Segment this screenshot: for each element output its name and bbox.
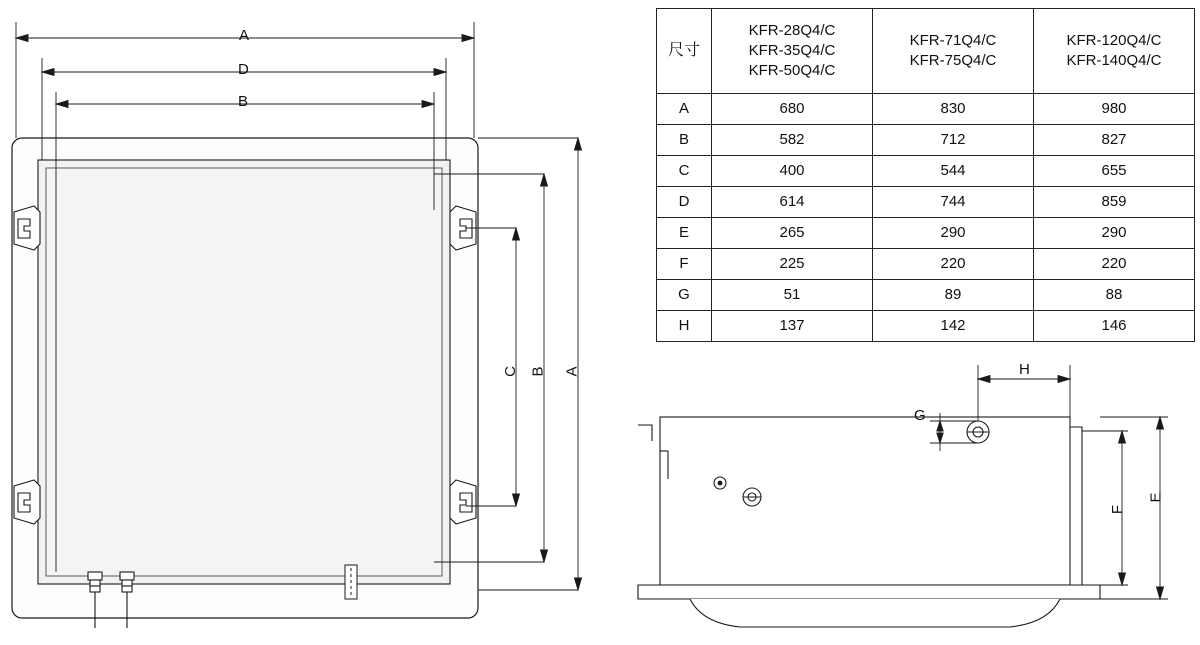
- row-value: 265: [712, 218, 873, 249]
- label-c-right: C: [501, 366, 519, 377]
- unit-inner-grille-inset: [46, 168, 442, 576]
- row-label: G: [657, 280, 712, 311]
- table-model-group-1: [873, 9, 1034, 94]
- mounting-bracket-bottom-right: [450, 480, 476, 524]
- model-line: KFR-120Q4/C: [1066, 31, 1162, 49]
- label-a-top: A: [239, 27, 250, 44]
- model-line: KFR-35Q4/C: [748, 41, 836, 59]
- row-value: 582: [712, 125, 873, 156]
- row-label: H: [657, 311, 712, 342]
- model-line: KFR-71Q4/C: [909, 31, 997, 49]
- row-value: 290: [873, 218, 1034, 249]
- row-value: 830: [873, 94, 1034, 125]
- label-g: G: [914, 407, 926, 424]
- table-corner-label: 尺寸: [657, 9, 712, 94]
- bottom-center-tab: [345, 565, 357, 599]
- row-value: 614: [712, 187, 873, 218]
- table-row: [657, 187, 1195, 218]
- row-value: 655: [1034, 156, 1195, 187]
- row-label: C: [657, 156, 712, 187]
- row-label: D: [657, 187, 712, 218]
- label-h: H: [1019, 361, 1030, 378]
- side-view-drawing: [630, 355, 1190, 645]
- side-body: [660, 417, 1070, 585]
- row-label: A: [657, 94, 712, 125]
- side-bottom-flange: [638, 585, 1100, 599]
- label-b-right: B: [529, 366, 547, 377]
- table-row: [657, 94, 1195, 125]
- label-f: F: [1109, 504, 1127, 515]
- table-row: [657, 156, 1195, 187]
- row-value: 225: [712, 249, 873, 280]
- label-d-top: D: [238, 61, 249, 78]
- row-value: 89: [873, 280, 1034, 311]
- row-value: 712: [873, 125, 1034, 156]
- row-value: 827: [1034, 125, 1195, 156]
- table-row: [657, 280, 1195, 311]
- right-flange-detail: [1070, 427, 1082, 585]
- row-value: 859: [1034, 187, 1195, 218]
- label-b-top: B: [238, 93, 249, 110]
- row-label: B: [657, 125, 712, 156]
- table-row: [657, 125, 1195, 156]
- table-row: [657, 249, 1195, 280]
- model-line: KFR-140Q4/C: [1066, 52, 1162, 69]
- dimension-a-right: [478, 138, 582, 590]
- mounting-bracket-top-left: [14, 206, 40, 250]
- row-value: 220: [873, 249, 1034, 280]
- drain-connector: [967, 421, 989, 443]
- table-model-group-2: [1034, 9, 1195, 94]
- row-value: 290: [1034, 218, 1195, 249]
- dimension-table-body: [657, 9, 1195, 342]
- row-value: 980: [1034, 94, 1195, 125]
- row-value: 544: [873, 156, 1034, 187]
- table-row: [657, 311, 1195, 342]
- model-line: KFR-50Q4/C: [748, 62, 836, 80]
- row-value: 146: [1034, 311, 1195, 342]
- label-e: E: [1147, 492, 1165, 503]
- model-line: KFR-28Q4/C: [748, 21, 836, 39]
- row-value: 744: [873, 187, 1034, 218]
- dimension-table: [656, 8, 1195, 342]
- row-value: 88: [1034, 280, 1195, 311]
- side-drip-curve: [690, 599, 1060, 627]
- row-value: 137: [712, 311, 873, 342]
- model-line: KFR-75Q4/C: [909, 52, 997, 69]
- row-value: 220: [1034, 249, 1195, 280]
- row-value: 142: [873, 311, 1034, 342]
- table-model-group-0: [712, 9, 873, 94]
- row-value: 680: [712, 94, 873, 125]
- row-label: F: [657, 249, 712, 280]
- row-value: 51: [712, 280, 873, 311]
- table-header-row: [657, 9, 1195, 94]
- row-label: E: [657, 218, 712, 249]
- mounting-bracket-bottom-left: [14, 480, 40, 524]
- row-value: 400: [712, 156, 873, 187]
- label-a-right: A: [563, 366, 581, 377]
- table-row: [657, 218, 1195, 249]
